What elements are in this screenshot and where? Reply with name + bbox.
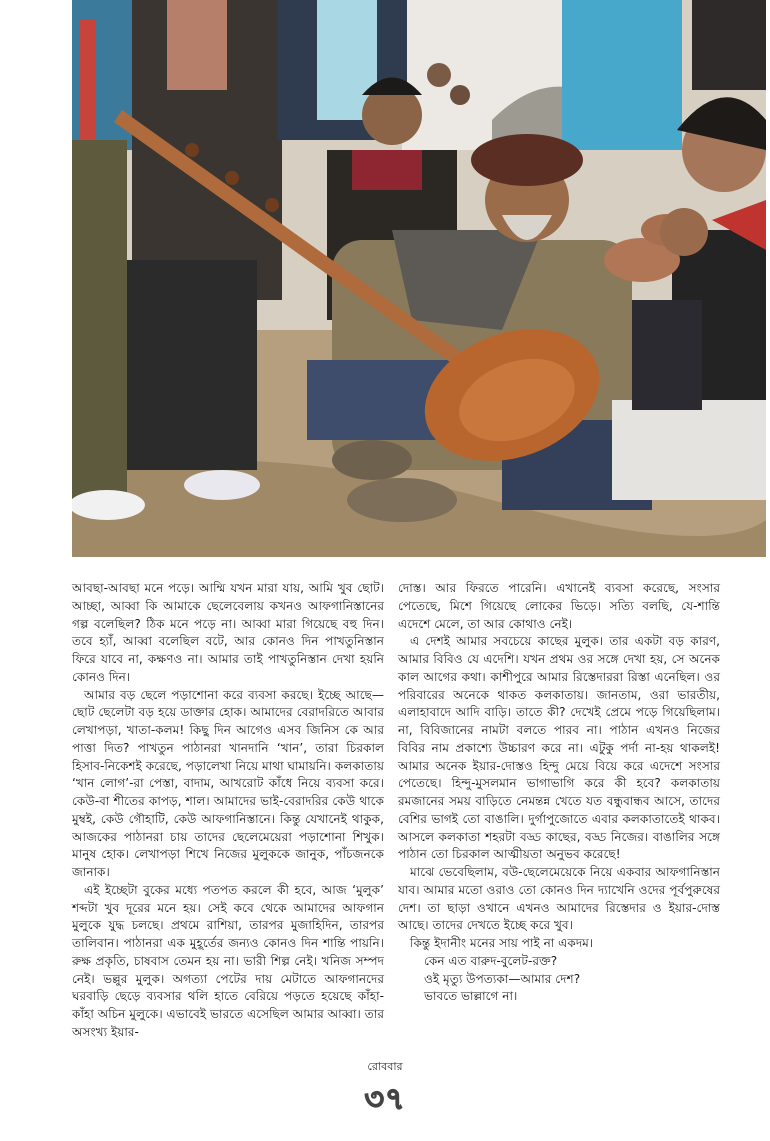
article-paragraph: আমার বড় ছেলে পড়াশোনা করে ব্যবসা করছে। ইচ্ছে আছে—ছোট ছেলেটা বড় হয়ে ডাক্তার হোক। আমাদের বেরাদরিতে আবার লেখাপড়া, খাতা-কলম! কিছু দিন আগেও এসব জিনিস কে আর পাত্তা দিত? পাখতুন পাঠানরা খানদানি ‘খান’, তারা চিরকাল হিসাব-নিকেশই করেছে, পড়ালেখা নিয়ে মাথা ঘামায়নি। কলকাতায় ‘খান লোগ’-রা পেস্তা, বাদাম, আখরোট কাঁধে নিয়ে ব্যবসা করে। কেউ-বা শীতের কাপড়, শাল। আমাদের ভাই-বেরাদরির কেউ থাকে মুম্বই, কেউ গৌহাটি, কেউ আফগানিস্তানে। কিন্তু যেখানেই থাকুক, আজকের পাঠানরা চায় তাদের ছেলেমেয়েরা পড়াশোনা শিখুক। মানুষ হোক। লেখাপড়া শিখে নিজের মুলুককে জানুক, পাঁচজনকে জানাক। [72, 687, 384, 879]
page-footer [0, 1058, 770, 1126]
article-paragraph: কিন্তু ইদানীং মনের সায় পাই না একদম। [410, 936, 594, 950]
verse-line: কেন এত বারুদ-বুলেট-রক্ত? [424, 953, 558, 968]
photo-illustration [72, 0, 766, 557]
article-paragraph: এই ইচ্ছেটা বুকের মধ্যে পতপত করলে কী হবে, আজ ‘মুলুক’ শব্দটা খুব দূরের মনে হয়। সেই কবে থেকে আমাদের আফগান মুলুকে যুদ্ধ চলছে। প্রথমে রাশিয়া, তারপর মুজাহিদিন, তারপর তালিবান। পাঠানরা এক মুহূর্তের জন্যও কোনও দিন শান্তি পায়নি। রুক্ষ প্রকৃতি, চাষবাস তেমন হয় না। ভারী শিল্প নেই। খনিজ সম্পদ নেই। ভল্লুর মুলুক। অগত্যা পেটের দায় মেটাতে আফগানদের ঘরবাড়ি ছেড়ে ব্যবসার থলি হাতে বেরিয়ে পড়তে হয়েছে কাঁহা-কাঁহা অচিন মুলুকে। এভাবেই ভারতে এসেছিল আমার আব্বা। তার অসংখ্য ইয়ার- [72, 882, 384, 1039]
article-column-left [72, 580, 384, 1042]
publication-name: রোববার [367, 1060, 403, 1073]
article-paragraph: এ দেশই আমার সবচেয়ে কাছের মুলুক। তার একটা বড় কারণ, আমার বিবিও যে এদেশি। যখন প্রথম ওর সঙ্গে দেখা হয়, সে অনেক কাল আগের কথা। কাশীপুরে আমার রিস্তেদাররা রিস্তা এনেছিল। ওর পরিবারের অনেকে থাকত কলকাতায়। জানতাম, ওরা ভারতীয়, এলাহাবাদে আদি বাড়ি। তাতে কী? দেখেই প্রেমে পড়ে গিয়েছিলাম। না, বিবিজানের নামটা বলতে পারব না। পাঠান এখনও নিজের বিবির নাম প্রকাশ্যে উচ্চারণ করে না। এটুকু পর্দা না-হয় থাকলই! আমার অনেক ইয়ার-দোস্তও হিন্দু মেয়ে বিয়ে করে এদেশে সংসার পেতেছে। হিন্দু-মুসলমান ভাগাভাগি করে কী হবে? কলকাতায় রমজানের সময় বাড়িতে নেমন্তন্ন খেতে যত বন্ধুবান্ধব আসে, তাদের বেশির ভাগই তো বাঙালি। দুর্গাপুজোতে এবার কলকাতাতেই থাকব। আসলে কলকাতা শহরটা বড্ড কাছের, বড্ড নিজের। বাঙালির সঙ্গে পাঠান তো চিরকাল আত্মীয়তা অনুভব করেছে! [398, 634, 720, 862]
article-paragraph: দোস্ত। আর ফিরতে পারেনি। এখানেই ব্যবসা করেছে, সংসার পেতেছে, মিশে গিয়েছে লোকের ভিড়ে। সত্যি বলছি, যে-শান্তি এদেশে মেলে, তা আর কোথাও নেই। [398, 581, 720, 631]
article-paragraph: আবছা-আবছা মনে পড়ে। আম্মি যখন মারা যায়, আমি খুব ছোট। আচ্ছা, আব্বা কি আমাকে ছেলেবেলায় কখনও আফগানিস্তানের গল্প বলেছিল? ঠিক মনে পড়ে না। আব্বা মারা গিয়েছে বহু দিন। তবে হ্যাঁ, আব্বা বলেছিল বটে, আর কোনও দিন পাখতুনিস্তান ফিরে যাবে না, কক্ষণও না। আমার তাই পাখতুনিস্তান দেখা হয়নি কোনও দিন। [72, 581, 384, 684]
article-column-right [398, 580, 720, 1006]
verse-line: ওই মৃত্যু উপত্যকা—আমার দেশ? [424, 971, 581, 986]
street-musician-photo [72, 0, 766, 557]
verse-line: ভাবতে ভাল্লাগে না। [424, 989, 518, 1004]
article-paragraph: মাঝে ভেবেছিলাম, বউ-ছেলেমেয়েকে নিয়ে একবার আফগানিস্তান যাব। আমার মতো ওরাও তো কোনও দিন দ্যাখেনি ওদের পূর্বপুরুষের দেশ। তা ছাড়া ওখানে এখনও আমাদের রিস্তেদার ও ইয়ার-দোস্ত আছে। তাদের দেখতে ইচ্ছে করে খুব। [398, 865, 720, 933]
page-number: ৩৭ [364, 1082, 406, 1117]
